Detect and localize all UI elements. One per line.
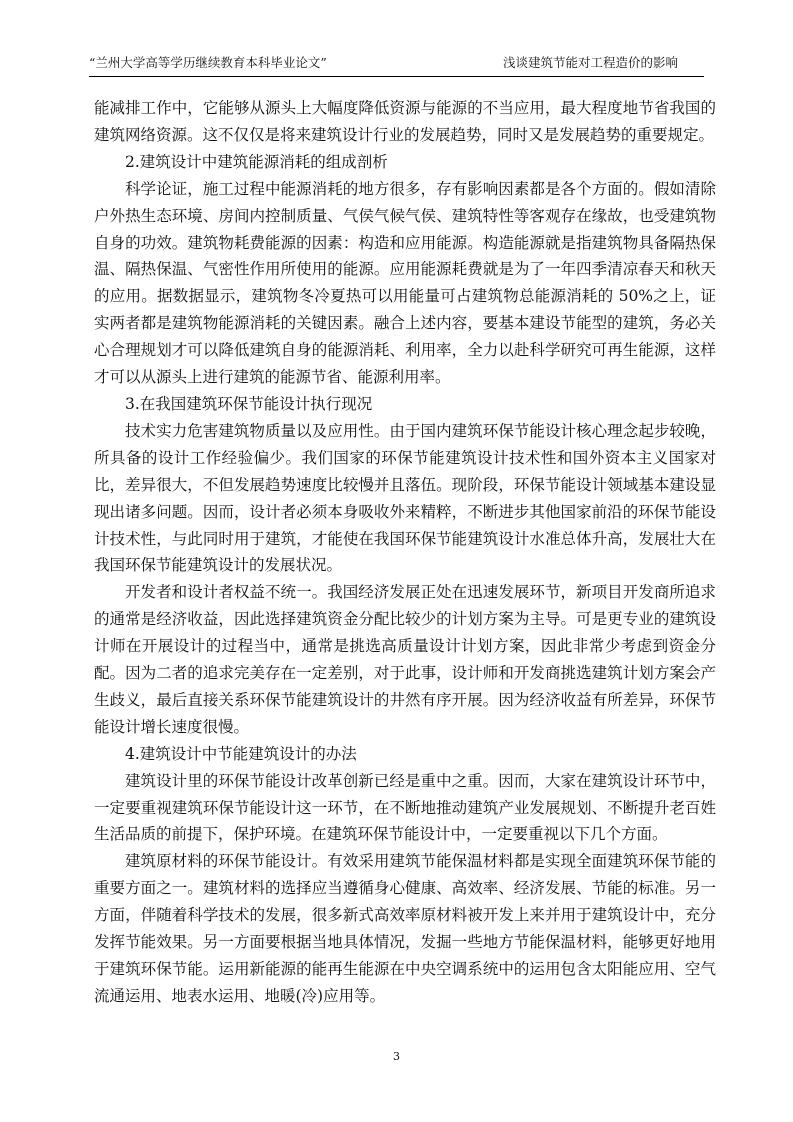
thesis-title: 浅谈建筑节能对工程造价的影响 [503, 55, 679, 70]
paragraph: 开发者和设计者权益不统一。我国经济发展正处在迅速发展环节，新项目开发商所追求的通常是经济收益，因此选择建筑资金分配比较少的计划方案为主导。可是更专业的建筑设计师在开展设计的过程当中，通常是挑选高质量设计计划方案，因此非常少考虑到资金分配。因为二者的追求完美存在一定差别，对于此事，设计师和开发商挑选建筑计划方案会产生歧义，最后直接关系环保节能建筑设计的井然有序开展。因为经济收益有所差异，环保节能设计增长速度很慢。 [94, 583, 716, 736]
paragraph: 建筑原材料的环保节能设计。有效采用建筑节能保温材料都是实现全面建筑环保节能的重要方面之一。建筑材料的选择应当遵循身心健康、高效率、经济发展、节能的标准。另一方面，伴随着科学技术的发展，很多新式高效率原材料被开发上来并用于建筑设计中，充分发挥节能效果。另一方面要根据当地具体情况，发掘一些地方节能保温材料，能够更好地用于建筑环保节能。运用新能源的能再生能源在中央空调系统中的运用包含太阳能应用、空气流通运用、地表水运用、地暖(冷)应用等。 [94, 852, 716, 1005]
thesis-series-title: “兰州大学高等学历继续教育本科毕业论文” [89, 55, 327, 70]
body-text [94, 95, 716, 1010]
paragraph-continuation: 能减排工作中，它能够从源头上大幅度降低资源与能源的不当应用，最大程度地节省我国的建筑网络资源。这不仅仅是将来建筑设计行业的发展趋势，同时又是发展趋势的重要规定。 [94, 99, 716, 144]
paragraph: 技术实力危害建筑物质量以及应用性。由于国内建筑环保节能设计核心理念起步较晚，所具备的设计工作经验偏少。我们国家的环保节能建筑设计技术性和国外资本主义国家对比，差异很大，不但发展趋势速度比较慢并且落伍。现阶段，环保节能设计领域基本建设显现出诸多问题。因而，设计者必须本身吸收外来精粹，不断进步其他国家前沿的环保节能设计技术性，与此同时用于建筑，才能使在我国环保节能建筑设计水准总体升高，发展壮大在我国环保节能建筑设计的发展状况。 [94, 421, 716, 575]
section-heading-4: 4.建筑设计中节能建筑设计的办法 [125, 744, 357, 763]
paragraph: 科学论证，施工过程中能源消耗的地方很多，存有影响因素都是各个方面的。假如清除户外热生态环境、房间内控制质量、气侯气候气侯、建筑特性等客观存在缘故，也受建筑物自身的功效。建筑物耗费能源的因素：构造和应用能源。构造能源就是指建筑物具备隔热保温、隔热保温、气密性作用所使用的能源。应用能源耗费就是为了一年四季清凉春天和秋天的应用。据数据显示，建筑物冬冷夏热可以用能量可占建筑物总能源消耗的 50%之上，证实两者都是建筑物能源消耗的关键因素。融合上述内容，要基本建设节能型的建筑，务必关心合理规划才可以降低建筑自身的能源消耗、利用率，全力以赴科学研究可再生能源，这样才可以从源头上进行建筑的能源节省、能源利用率。 [94, 179, 716, 387]
section-heading-2: 2.建筑设计中建筑能源消耗的组成剖析 [125, 152, 388, 171]
paragraph: 建筑设计里的环保节能设计改革创新已经是重中之重。因而，大家在建筑设计环节中，一定要重视建筑环保节能设计这一环节，在不断地推动建筑产业发展规划、不断提升老百姓生活品质的前提下，保护环境。在建筑环保节能设计中，一定要重视以下几个方面。 [94, 771, 716, 844]
page-header [89, 54, 704, 77]
section-heading-3: 3.在我国建筑环保节能设计执行现况 [125, 394, 373, 413]
page-number: 3 [393, 1050, 400, 1063]
